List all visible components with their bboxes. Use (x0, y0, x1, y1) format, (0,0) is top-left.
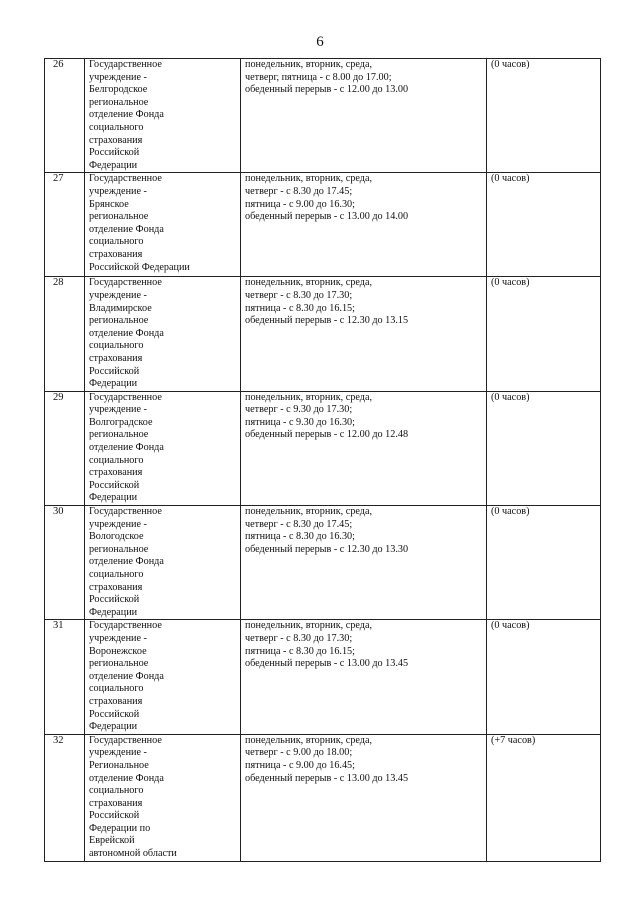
working-hours-line: четверг - с 8.30 до 17.30; (245, 632, 353, 644)
working-hours-line: пятница - с 8.30 до 16.15; (245, 645, 355, 657)
row-number: 32 (45, 734, 85, 861)
working-hours-line: понедельник, вторник, среда, (245, 391, 373, 403)
time-offset-cell: (0 часов) (487, 506, 601, 620)
working-hours-cell (241, 173, 487, 277)
working-hours-line: понедельник, вторник, среда, (245, 620, 373, 632)
institution-name-line: Волгоградское (89, 416, 153, 428)
working-hours-cell (241, 620, 487, 734)
institution-name-line: региональное (89, 96, 149, 108)
institution-name-line: страхования (89, 467, 143, 479)
institution-name-line: Федерации (89, 721, 138, 733)
institution-name-line: учреждение - (89, 289, 147, 301)
table-row (45, 620, 601, 734)
working-hours-line: понедельник, вторник, среда, (245, 506, 373, 518)
institution-name-line: Воронежское (89, 645, 147, 657)
time-offset-cell: (+7 часов) (487, 734, 601, 861)
institution-name-line: социального (89, 236, 144, 248)
institution-name-line: Брянское (89, 198, 129, 210)
time-offset-cell: (0 часов) (487, 391, 601, 505)
institution-name-cell (85, 620, 241, 734)
institution-name-line: региональное (89, 429, 149, 441)
working-hours-cell (241, 734, 487, 861)
working-hours-line: четверг - с 8.30 до 17.30; (245, 289, 353, 301)
working-hours-line: понедельник, вторник, среда, (245, 59, 373, 70)
institution-name-line: региональное (89, 658, 149, 670)
institution-name-line: отделение Фонда (89, 772, 164, 784)
working-hours-line: четверг - с 9.30 до 17.30; (245, 404, 353, 416)
institution-name-line: Российской (89, 810, 140, 822)
institution-name-line: страхования (89, 352, 143, 364)
working-hours-cell (241, 391, 487, 505)
time-offset-cell: (0 часов) (487, 59, 601, 173)
time-offset-cell: (0 часов) (487, 173, 601, 277)
institution-name-line: Региональное (89, 759, 149, 771)
institution-name-line: учреждение - (89, 71, 147, 83)
table-row (45, 734, 601, 861)
institution-name-cell (85, 734, 241, 861)
institution-name-line: Владимирское (89, 302, 152, 314)
institution-name-cell (85, 506, 241, 620)
institution-name-line: страхования (89, 134, 143, 146)
schedule-table-body (45, 59, 601, 862)
institution-name-line: Еврейской (89, 835, 135, 847)
working-hours-line: обеденный перерыв - с 12.30 до 13.30 (245, 543, 409, 555)
row-number: 28 (45, 277, 85, 391)
institution-name-line: региональное (89, 543, 149, 555)
working-hours-line: пятница - с 9.00 до 16.30; (245, 198, 355, 210)
institution-name-line: социального (89, 785, 144, 797)
institution-name-line: отделение Фонда (89, 556, 164, 568)
working-hours-line: пятница - с 9.00 до 16.45; (245, 759, 355, 771)
working-hours-line: обеденный перерыв - с 12.00 до 13.00 (245, 84, 409, 96)
row-number: 27 (45, 173, 85, 277)
institution-name-line: учреждение - (89, 518, 147, 530)
table-row (45, 506, 601, 620)
institution-name-line: Российской (89, 594, 140, 606)
working-hours-line: четверг, пятница - с 8.00 до 17.00; (245, 71, 392, 83)
schedule-table (44, 58, 601, 862)
working-hours-line: пятница - с 9.30 до 16.30; (245, 416, 355, 428)
institution-name-line: Белгородское (89, 84, 148, 96)
institution-name-line: отделение Фонда (89, 670, 164, 682)
institution-name-line: отделение Фонда (89, 109, 164, 121)
table-row (45, 391, 601, 505)
working-hours-line: четверг - с 8.30 до 17.45; (245, 185, 353, 197)
table-row (45, 59, 601, 173)
institution-name-line: социального (89, 340, 144, 352)
institution-name-line: отделение Фонда (89, 223, 164, 235)
institution-name-line: Государственное (89, 59, 162, 70)
institution-name-line: региональное (89, 315, 149, 327)
working-hours-line: понедельник, вторник, среда, (245, 277, 373, 289)
time-offset-cell: (0 часов) (487, 277, 601, 391)
working-hours-line: пятница - с 8.30 до 16.15; (245, 302, 355, 314)
row-number: 31 (45, 620, 85, 734)
institution-name-line: Российской (89, 147, 140, 159)
institution-name-line: Российской (89, 708, 140, 720)
institution-name-line: учреждение - (89, 632, 147, 644)
row-number: 29 (45, 391, 85, 505)
working-hours-cell (241, 277, 487, 391)
working-hours-line: четверг - с 8.30 до 17.45; (245, 518, 353, 530)
institution-name-line: отделение Фонда (89, 442, 164, 454)
institution-name-line: страхования (89, 797, 143, 809)
working-hours-line: понедельник, вторник, среда, (245, 173, 373, 185)
working-hours-cell (241, 59, 487, 173)
institution-name-line: учреждение - (89, 404, 147, 416)
institution-name-line: учреждение - (89, 747, 147, 759)
institution-name-line: Федерации (89, 159, 138, 171)
table-row (45, 173, 601, 277)
institution-name-line: социального (89, 569, 144, 580)
working-hours-line: пятница - с 8.30 до 16.30; (245, 531, 355, 543)
institution-name-line: Государственное (89, 506, 162, 518)
institution-name-line: Федерации (89, 606, 138, 618)
institution-name-line: Государственное (89, 734, 162, 746)
institution-name-line: Вологодское (89, 531, 144, 543)
institution-name-line: страхования (89, 695, 143, 707)
table-row (45, 277, 601, 391)
institution-name-cell (85, 277, 241, 391)
institution-name-cell (85, 391, 241, 505)
institution-name-line: отделение Фонда (89, 327, 164, 339)
working-hours-line: обеденный перерыв - с 12.30 до 13.15 (245, 315, 409, 327)
institution-name-line: Государственное (89, 620, 162, 632)
institution-name-line: Государственное (89, 173, 162, 185)
institution-name-line: Российской (89, 365, 140, 377)
institution-name-line: Федерации (89, 378, 138, 390)
working-hours-line: обеденный перерыв - с 13.00 до 13.45 (245, 658, 409, 670)
institution-name-line: Государственное (89, 277, 162, 289)
working-hours-line: понедельник, вторник, среда, (245, 734, 373, 746)
institution-name-line: Российской Федерации (89, 261, 190, 273)
institution-name-line: Федерации (89, 492, 138, 504)
institution-name-cell (85, 59, 241, 173)
institution-name-line: страхования (89, 248, 143, 260)
institution-name-line: Федерации по (89, 822, 151, 834)
time-offset-cell: (0 часов) (487, 620, 601, 734)
working-hours-line: обеденный перерыв - с 13.00 до 13.45 (245, 772, 409, 784)
row-number: 30 (45, 506, 85, 620)
working-hours-line: обеденный перерыв - с 13.00 до 14.00 (245, 211, 409, 223)
institution-name-line: социального (89, 121, 144, 133)
working-hours-line: четверг - с 9.00 до 18.00; (245, 747, 353, 759)
institution-name-line: социального (89, 683, 144, 695)
institution-name-line: страхования (89, 581, 143, 593)
institution-name-line: Российской (89, 479, 140, 491)
institution-name-line: социального (89, 454, 144, 466)
institution-name-line: учреждение - (89, 185, 147, 197)
institution-name-line: региональное (89, 211, 149, 223)
working-hours-cell (241, 506, 487, 620)
institution-name-cell (85, 173, 241, 277)
page-number: 6 (316, 34, 324, 50)
institution-name-line: автономной области (89, 848, 177, 860)
institution-name-line: Государственное (89, 391, 162, 403)
row-number: 26 (45, 59, 85, 173)
working-hours-line: обеденный перерыв - с 12.00 до 12.48 (245, 429, 409, 441)
